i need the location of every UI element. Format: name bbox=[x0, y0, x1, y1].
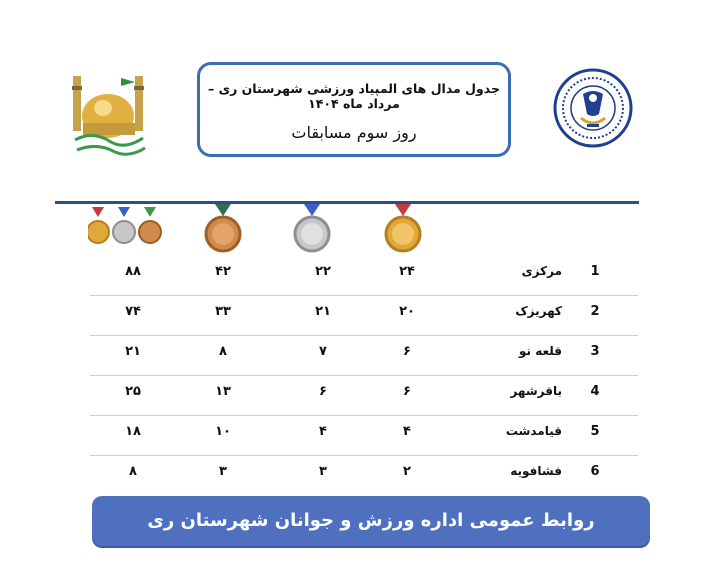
gold-cell: ۶ bbox=[403, 384, 411, 399]
silver-cell: ۶ bbox=[319, 384, 327, 399]
table-row bbox=[90, 296, 638, 336]
silver-cell: ۲۲ bbox=[315, 264, 331, 279]
rank-cell: 6 bbox=[590, 464, 600, 479]
region-name: باقرشهر bbox=[510, 384, 562, 398]
gold-cell: ۶ bbox=[403, 344, 411, 359]
silver-cell: ۷ bbox=[319, 344, 327, 359]
title-box bbox=[197, 62, 511, 157]
page-title: جدول مدال های المپیاد ورزشی شهرستان ری –مرداد ماه ۱۴۰۴ bbox=[208, 81, 500, 111]
silver-cell: ۴ bbox=[319, 424, 327, 439]
region-name: مرکزی bbox=[521, 264, 562, 278]
sports-office-seal bbox=[553, 68, 633, 148]
table-row bbox=[90, 376, 638, 416]
gold-cell: ۲۰ bbox=[399, 304, 415, 319]
silver-cell: ۲۱ bbox=[315, 304, 331, 319]
rank-cell: 5 bbox=[590, 424, 600, 439]
silver-medal-icon bbox=[292, 204, 332, 258]
shrine-logo bbox=[63, 68, 158, 163]
bronze-cell: ۴۲ bbox=[215, 264, 231, 279]
rank-cell: 4 bbox=[590, 384, 600, 399]
bronze-cell: ۳۳ bbox=[215, 304, 231, 319]
total-cell: ۸۸ bbox=[125, 264, 141, 279]
gold-cell: ۴ bbox=[403, 424, 411, 439]
table-row bbox=[90, 256, 638, 296]
rank-cell: 3 bbox=[590, 344, 600, 359]
region-name: قیامدشت bbox=[505, 424, 562, 438]
silver-cell: ۳ bbox=[319, 464, 327, 479]
gold-cell: ۲۴ bbox=[399, 264, 415, 279]
table-row bbox=[90, 456, 638, 495]
bronze-cell: ۱۳ bbox=[215, 384, 231, 399]
page-subtitle: روز سوم مسابقات bbox=[291, 123, 417, 142]
gold-cell: ۲ bbox=[403, 464, 411, 479]
footer-banner: روابط عمومی اداره ورزش و جوانان شهرستان ری bbox=[92, 496, 650, 546]
rank-cell: 1 bbox=[590, 264, 600, 279]
all-medals-icon bbox=[88, 207, 168, 253]
bronze-cell: ۳ bbox=[219, 464, 227, 479]
table-row bbox=[90, 416, 638, 456]
bronze-cell: ۱۰ bbox=[215, 424, 231, 439]
total-cell: ۱۸ bbox=[125, 424, 141, 439]
table-row bbox=[90, 336, 638, 376]
rank-cell: 2 bbox=[590, 304, 600, 319]
region-name: قلعه نو bbox=[518, 344, 562, 358]
region-name: کهریزک bbox=[515, 304, 562, 318]
region-name: فشافویه bbox=[510, 464, 562, 478]
total-cell: ۷۴ bbox=[125, 304, 141, 319]
bronze-medal-icon bbox=[203, 204, 243, 258]
total-cell: ۲۱ bbox=[125, 344, 141, 359]
gold-medal-icon bbox=[383, 204, 423, 258]
medal-table bbox=[90, 256, 638, 495]
table-top-divider bbox=[55, 201, 639, 204]
total-cell: ۲۵ bbox=[125, 384, 141, 399]
total-cell: ۸ bbox=[129, 464, 137, 479]
bronze-cell: ۸ bbox=[219, 344, 227, 359]
